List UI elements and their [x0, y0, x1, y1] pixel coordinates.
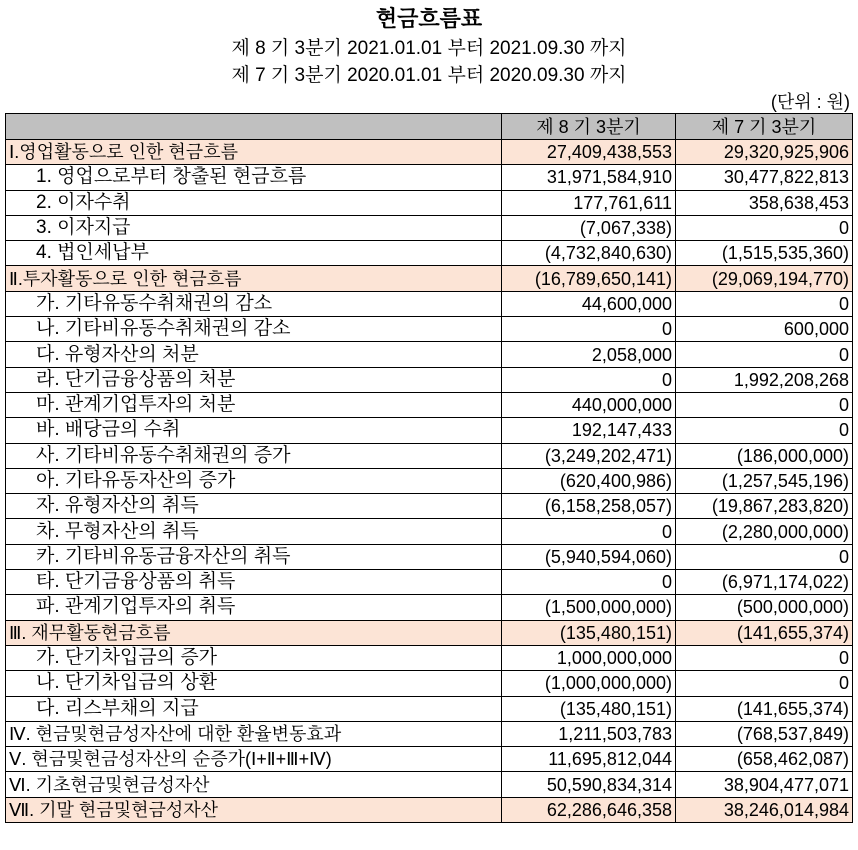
row-label: 다. 리스부채의 지급	[6, 696, 502, 721]
current-period-value: 0	[502, 519, 676, 544]
table-row	[6, 772, 853, 797]
prior-period-value: 0	[676, 418, 853, 443]
table-row	[6, 595, 853, 620]
table-row	[6, 696, 853, 721]
current-period-value: 50,590,834,314	[502, 772, 676, 797]
current-period-value: 62,286,646,358	[502, 797, 676, 822]
table-row	[6, 747, 853, 772]
prior-period-value: 0	[676, 544, 853, 569]
row-label: 나. 기타비유동수취채권의 감소	[6, 317, 502, 342]
table-row	[6, 190, 853, 215]
table-row	[6, 519, 853, 544]
row-label: 다. 유형자산의 처분	[6, 342, 502, 367]
row-label: Ⅲ. 재무활동현금흐름	[6, 620, 502, 645]
row-label: 라. 단기금융상품의 처분	[6, 367, 502, 392]
current-period-value: 0	[502, 317, 676, 342]
header-current-period: 제 8 기 3분기	[502, 114, 676, 140]
current-period-value: 0	[502, 570, 676, 595]
prior-period-value: (141,655,374)	[676, 696, 853, 721]
table-row	[6, 620, 853, 645]
current-period-value: (16,789,650,141)	[502, 266, 676, 291]
current-period-value: (5,940,594,060)	[502, 544, 676, 569]
prior-period-value: (500,000,000)	[676, 595, 853, 620]
row-label: 자. 유형자산의 취득	[6, 494, 502, 519]
table-row	[6, 494, 853, 519]
table-row	[6, 443, 853, 468]
table-row	[6, 468, 853, 493]
row-label: 4. 법인세납부	[6, 241, 502, 266]
prior-period-value: 1,992,208,268	[676, 367, 853, 392]
row-label: 사. 기타비유동수취채권의 증가	[6, 443, 502, 468]
current-period-value: (3,249,202,471)	[502, 443, 676, 468]
row-label: Ⅶ. 기말 현금및현금성자산	[6, 797, 502, 822]
current-period-value: (6,158,258,057)	[502, 494, 676, 519]
current-period-value: 1,211,503,783	[502, 721, 676, 746]
prior-period-value: 600,000	[676, 317, 853, 342]
table-row	[6, 418, 853, 443]
current-period-value: 192,147,433	[502, 418, 676, 443]
header-row	[6, 114, 853, 140]
row-label: Ⅱ.투자활동으로 인한 현금흐름	[6, 266, 502, 291]
row-label: Ⅴ. 현금및현금성자산의 순증가(Ⅰ+Ⅱ+Ⅲ+Ⅳ)	[6, 747, 502, 772]
row-label: 아. 기타유동자산의 증가	[6, 468, 502, 493]
prior-period-value: (141,655,374)	[676, 620, 853, 645]
row-label: Ⅵ. 기초현금및현금성자산	[6, 772, 502, 797]
row-label: 파. 관계기업투자의 취득	[6, 595, 502, 620]
table-row	[6, 291, 853, 316]
table-row	[6, 671, 853, 696]
prior-period-value: (1,515,535,360)	[676, 241, 853, 266]
current-period-value: (620,400,986)	[502, 468, 676, 493]
header-prior-period: 제 7 기 3분기	[676, 114, 853, 140]
prior-period-value: 30,477,822,813	[676, 165, 853, 190]
prior-period-value: (186,000,000)	[676, 443, 853, 468]
current-period-value: (1,000,000,000)	[502, 671, 676, 696]
row-label: 2. 이자수취	[6, 190, 502, 215]
row-label: Ⅳ. 현금및현금성자산에 대한 환율변동효과	[6, 721, 502, 746]
table-row	[6, 317, 853, 342]
prior-period-value: 38,246,014,984	[676, 797, 853, 822]
table-row	[6, 165, 853, 190]
prior-period-value: 0	[676, 342, 853, 367]
unit-label: (단위 : 원)	[770, 92, 850, 112]
page-title: 현금흐름표	[375, 6, 483, 31]
row-label: 마. 관계기업투자의 처분	[6, 392, 502, 417]
current-period-value: (135,480,151)	[502, 620, 676, 645]
table-row	[6, 241, 853, 266]
table-row	[6, 140, 853, 165]
period-current: 제 8 기 3분기 2021.01.01 부터 2021.09.30 까지	[231, 38, 627, 59]
prior-period-value: 0	[676, 291, 853, 316]
current-period-value: 177,761,611	[502, 190, 676, 215]
row-label: 카. 기타비유동금융자산의 취득	[6, 544, 502, 569]
table-row	[6, 544, 853, 569]
prior-period-value: 0	[676, 671, 853, 696]
row-label: 나. 단기차입금의 상환	[6, 671, 502, 696]
row-label: 가. 단기차입금의 증가	[6, 645, 502, 670]
row-label: 가. 기타유동수취채권의 감소	[6, 291, 502, 316]
period-prior: 제 7 기 3분기 2020.01.01 부터 2020.09.30 까지	[231, 65, 627, 86]
row-label: 1. 영업으로부터 창출된 현금흐름	[6, 165, 502, 190]
prior-period-value: (6,971,174,022)	[676, 570, 853, 595]
prior-period-value: 0	[676, 392, 853, 417]
prior-period-value: (29,069,194,770)	[676, 266, 853, 291]
prior-period-value: 29,320,925,906	[676, 140, 853, 165]
prior-period-value: (2,280,000,000)	[676, 519, 853, 544]
current-period-value: 2,058,000	[502, 342, 676, 367]
prior-period-value: 0	[676, 215, 853, 240]
table-row	[6, 645, 853, 670]
current-period-value: 1,000,000,000	[502, 645, 676, 670]
table-row	[6, 721, 853, 746]
current-period-value: (4,732,840,630)	[502, 241, 676, 266]
row-label: 3. 이자지급	[6, 215, 502, 240]
current-period-value: 440,000,000	[502, 392, 676, 417]
table-row	[6, 215, 853, 240]
row-label: 타. 단기금융상품의 취득	[6, 570, 502, 595]
row-label: 차. 무형자산의 취득	[6, 519, 502, 544]
current-period-value: (7,067,338)	[502, 215, 676, 240]
prior-period-value: 358,638,453	[676, 190, 853, 215]
table-row	[6, 392, 853, 417]
prior-period-value: 0	[676, 645, 853, 670]
prior-period-value: (19,867,283,820)	[676, 494, 853, 519]
current-period-value: 44,600,000	[502, 291, 676, 316]
table-row	[6, 797, 853, 822]
table-row	[6, 266, 853, 291]
cash-flow-table	[5, 113, 853, 823]
current-period-value: 31,971,584,910	[502, 165, 676, 190]
prior-period-value: (658,462,087)	[676, 747, 853, 772]
prior-period-value: 38,904,477,071	[676, 772, 853, 797]
header-label	[6, 114, 502, 140]
row-label: 바. 배당금의 수취	[6, 418, 502, 443]
row-label: Ⅰ.영업활동으로 인한 현금흐름	[6, 140, 502, 165]
current-period-value: (135,480,151)	[502, 696, 676, 721]
prior-period-value: (768,537,849)	[676, 721, 853, 746]
current-period-value: (1,500,000,000)	[502, 595, 676, 620]
current-period-value: 0	[502, 367, 676, 392]
table-row	[6, 570, 853, 595]
table-row	[6, 342, 853, 367]
current-period-value: 27,409,438,553	[502, 140, 676, 165]
table-row	[6, 367, 853, 392]
current-period-value: 11,695,812,044	[502, 747, 676, 772]
prior-period-value: (1,257,545,196)	[676, 468, 853, 493]
